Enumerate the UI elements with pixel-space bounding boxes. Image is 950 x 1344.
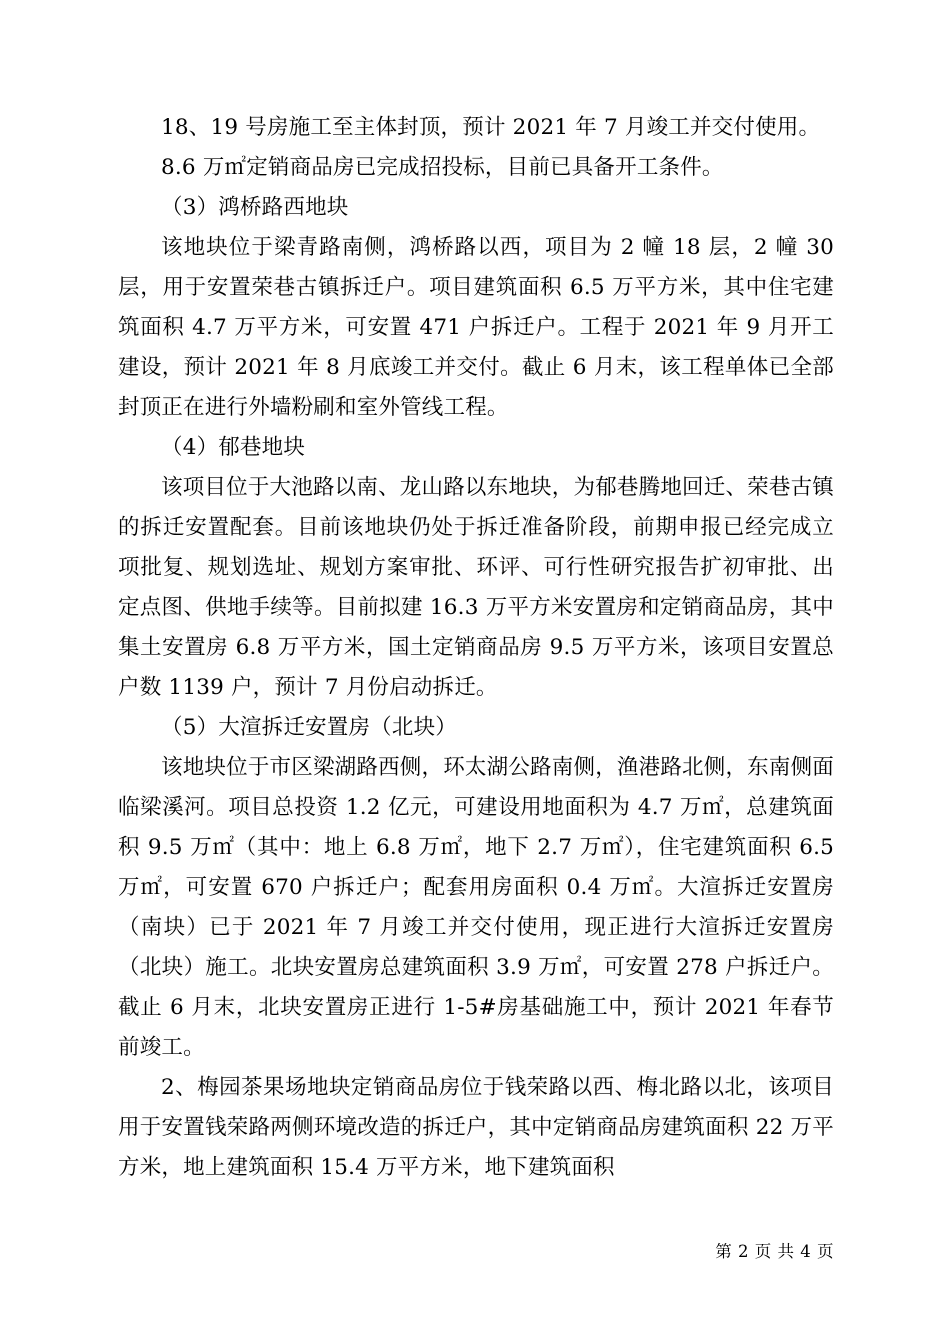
paragraph: （3）鸿桥路西地块 bbox=[161, 195, 349, 220]
paragraph: （4）郁巷地块 bbox=[161, 435, 306, 460]
paragraph: 18、19 号房施工至主体封顶，预计 2021 年 7 月竣工并交付使用。 bbox=[161, 115, 821, 140]
paragraph: 该地块位于市区梁湖路西侧，环太湖公路南侧，渔港路北侧，东南侧面临梁溪河。项目总投资 1.2 亿元，可建设用地面积为 4.7 万㎡，总建筑面积 9.5 万㎡（其中：地上 6.8 万㎡，地下 2.7 万㎡），住宅建筑面积 6.5 万㎡，可安置 670 户拆迁户；配套用房面积 0.4 万㎡。大渲拆迁安置房（南块）已于 2021 年 7 月竣工并交付使用，现正进行大渲拆迁安置房（北块）施工。北块安置房总建筑面积 3.9 万㎡，可安置 278 户拆迁户。截止 6 月末，北块安置房正进行 1-5#房基础施工中，预计 2021 年春节前竣工。 bbox=[118, 755, 834, 1060]
paragraph: 2、梅园茶果场地块定销商品房位于钱荣路以西、梅北路以北，该项目用于安置钱荣路两侧环境改造的拆迁户，其中定销商品房建筑面积 22 万平方米，地上建筑面积 15.4 万平方米，地下建筑面积 bbox=[118, 1075, 834, 1180]
page-footer: 第 2 页 共 4 页 bbox=[715, 1242, 834, 1261]
document-body bbox=[118, 108, 834, 1188]
paragraph: 该项目位于大池路以南、龙山路以东地块，为郁巷腾地回迁、荣巷古镇的拆迁安置配套。目前该地块仍处于拆迁准备阶段，前期申报已经完成立项批复、规划选址、规划方案审批、环评、可行性研究报告扩初审批、出定点图、供地手续等。目前拟建 16.3 万平方米安置房和定销商品房，其中集土安置房 6.8 万平方米，国土定销商品房 9.5 万平方米，该项目安置总户数 1139 户，预计 7 月份启动拆迁。 bbox=[118, 475, 834, 700]
paragraph: 8.6 万㎡定销商品房已完成招投标，目前已具备开工条件。 bbox=[161, 155, 724, 180]
paragraph: 该地块位于梁青路南侧，鸿桥路以西，项目为 2 幢 18 层，2 幢 30 层，用于安置荣巷古镇拆迁户。项目建筑面积 6.5 万平方米，其中住宅建筑面积 4.7 万平方米，可安置 471 户拆迁户。工程于 2021 年 9 月开工建设，预计 2021 年 8 月底竣工并交付。截止 6 月末，该工程单体已全部封顶正在进行外墙粉刷和室外管线工程。 bbox=[118, 235, 834, 420]
paragraph: （5）大渲拆迁安置房（北块） bbox=[161, 715, 457, 740]
